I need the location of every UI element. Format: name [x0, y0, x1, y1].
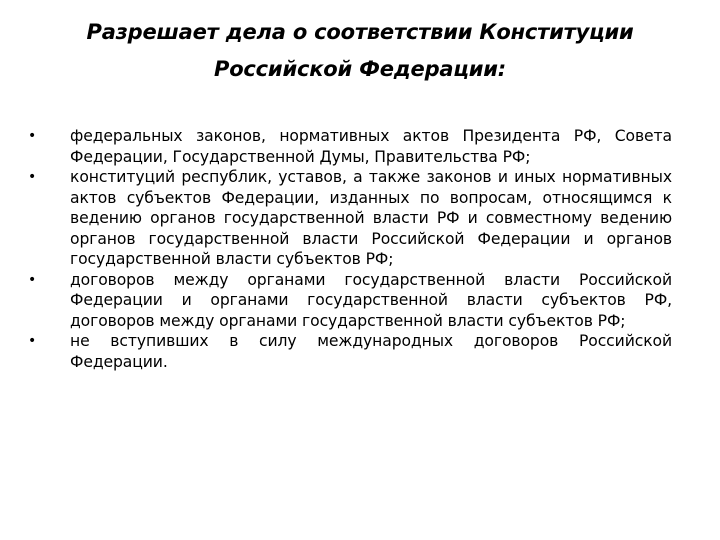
list-item-text: федеральных законов, нормативных актов Президента РФ, Совета Федерации, Государственной Думы, Правительства РФ;: [70, 127, 672, 166]
bullet-icon: •: [28, 128, 37, 144]
bullet-icon: •: [28, 169, 37, 185]
list-item-text: конституций республик, уставов, а также законов и иных нормативных актов субъектов Федерации, изданных по вопросам, относящимся к ведению органов государственной власти РФ и совместному ведению органов государственной власти Российской Федерации и органов государственной власти субъектов РФ;: [70, 168, 672, 268]
bullet-icon: •: [28, 333, 37, 349]
slide-title: Разрешает дела о соответствии Конституции Российской Федерации:: [86, 20, 634, 81]
list-item: [28, 331, 672, 372]
list-item: [28, 126, 672, 167]
bullet-icon: •: [28, 271, 37, 288]
list-item: [28, 270, 672, 332]
bullet-list: [28, 126, 672, 372]
list-item: [28, 167, 672, 270]
list-item-text: не вступивших в силу международных договоров Российской Федерации.: [70, 332, 672, 371]
list-item-text: договоров между органами государственной власти Российской Федерации и органами государственной власти субъектов РФ, договоров между органами государственной власти субъектов РФ;: [70, 270, 672, 330]
